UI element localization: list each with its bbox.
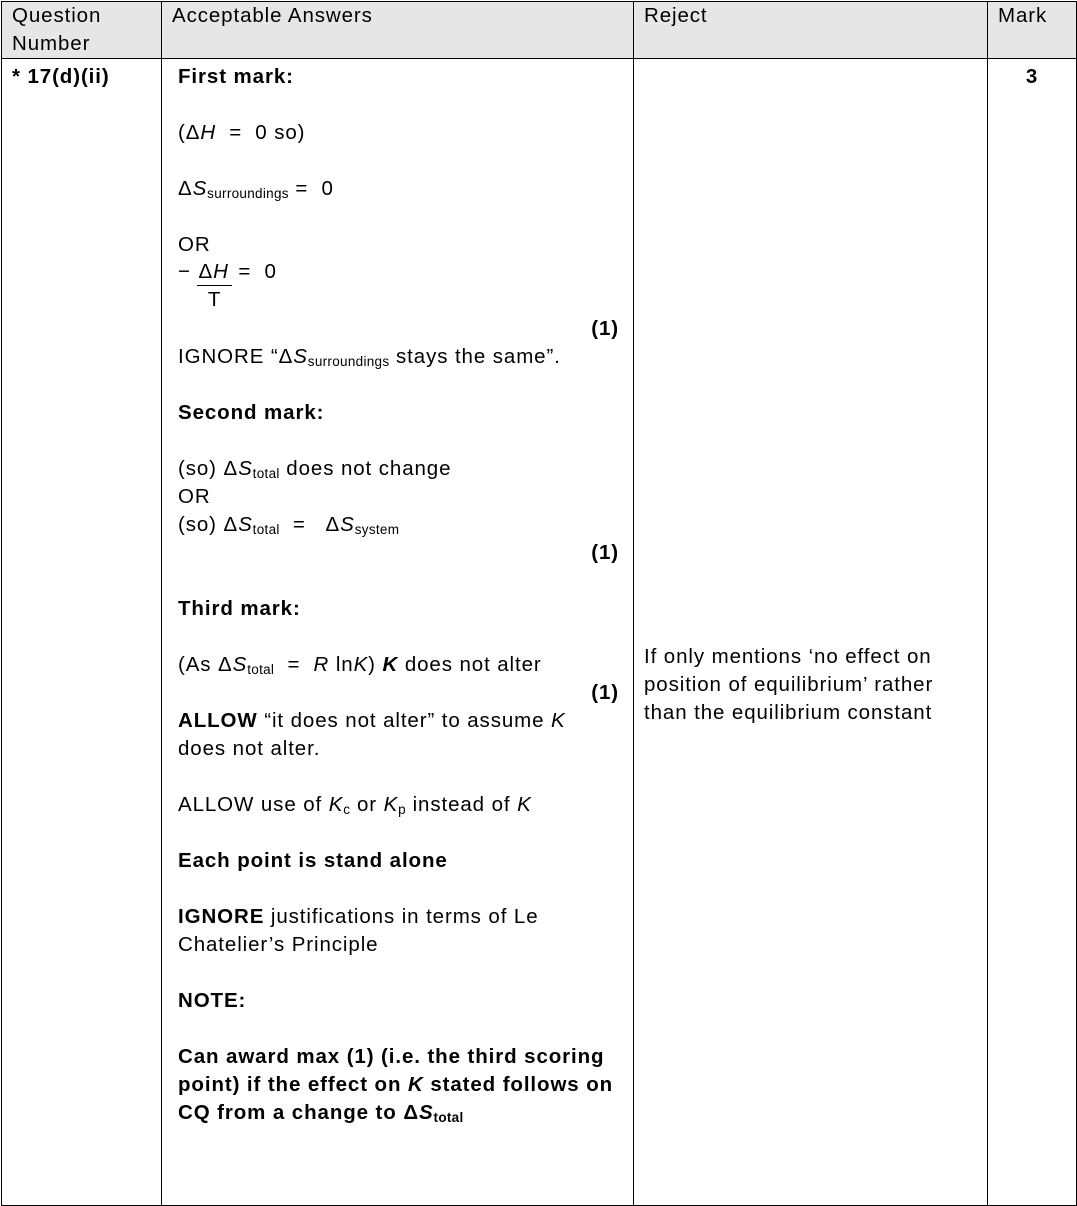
answer-row	[2, 59, 1077, 1206]
mark-1-second: (1)	[591, 541, 619, 564]
reject-text: If only mentions ‘no effect on position of equilibrium’ rather than the equilibrium constant	[644, 645, 934, 724]
fraction: $\frac{\Delta H}{T}$	[197, 259, 231, 314]
reject-cell	[634, 59, 988, 1206]
header-question-number: Question Number	[2, 2, 162, 59]
second-mark-heading: Second mark:	[178, 401, 325, 424]
mark-value: 3	[988, 59, 1077, 1206]
delta-s-total-equals-system: (so) $\Delta S_{total} = \Delta S_{system}$	[178, 513, 400, 537]
header-row	[2, 2, 1077, 59]
allow-kc-kp-line: ALLOW use of $K_c$ or $K_p$ instead of K	[178, 793, 532, 817]
first-mark-heading: First mark:	[178, 65, 294, 88]
ignore-line: IGNORE “$\Delta S_{surroundings}$ stays the same”.	[178, 345, 561, 369]
third-mark-heading: Third mark:	[178, 597, 301, 620]
delta-s-total-no-change: (so) $\Delta S_{total}$ does not change	[178, 457, 452, 481]
mark-scheme-table	[1, 1, 1077, 1206]
note-heading: NOTE:	[178, 989, 247, 1012]
mark-1-third: (1)	[591, 681, 619, 704]
question-number: * 17(d)(ii)	[2, 59, 162, 1206]
acceptable-answers-cell	[162, 59, 634, 1206]
can-award-text: Can award max (1) (i.e. the third scoring point) if the effect on K stated follows on CQ from a change to $\Delta S_{total}$	[178, 1045, 614, 1125]
fraction-line: − $\frac{\Delta H}{T}$ = 0	[178, 259, 619, 315]
ignore-justification-line: IGNORE justifications in terms of Le Chatelier’s Principle	[178, 905, 539, 956]
mark-1-first: (1)	[591, 317, 619, 340]
header-reject: Reject	[634, 2, 988, 59]
each-point-text: Each point is stand alone	[178, 849, 448, 872]
or-text-2: OR	[178, 485, 211, 508]
allow-line: ALLOW “it does not alter” to assume K does not alter.	[178, 709, 566, 760]
header-acceptable-answers: Acceptable Answers	[162, 2, 634, 59]
header-mark: Mark	[988, 2, 1077, 59]
delta-h-line: (ΔH = 0 so)	[178, 121, 306, 144]
or-text: OR	[178, 233, 211, 256]
delta-s-surroundings-line: $\Delta S_{surroundings} = 0$	[178, 177, 334, 201]
k-does-not-alter-line: (As $\Delta S_{total} = R$ lnK) K does not alter	[178, 653, 542, 677]
